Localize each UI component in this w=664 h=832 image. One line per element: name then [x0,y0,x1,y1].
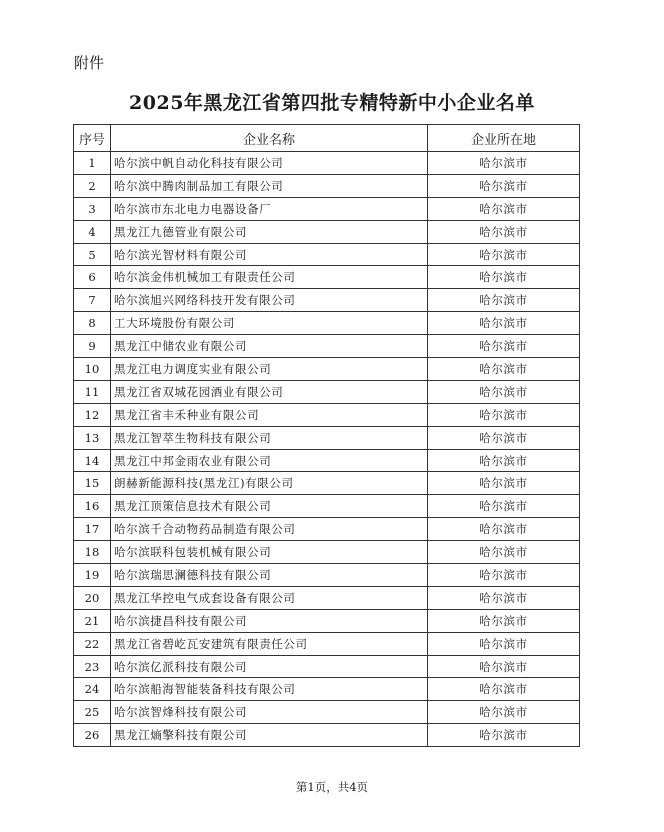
cell-serial-number: 2 [74,174,111,197]
header-enterprise-location: 企业所在地 [428,125,580,152]
cell-enterprise-name: 哈尔滨千合动物药品制造有限公司 [111,518,428,541]
cell-enterprise-name: 哈尔滨瑞思澜德科技有限公司 [111,564,428,587]
cell-enterprise-name: 黑龙江电力调度实业有限公司 [111,358,428,381]
cell-enterprise-name: 朗赫新能源科技(黑龙江)有限公司 [111,472,428,495]
table-row [74,426,580,449]
cell-enterprise-name: 黑龙江熵擎科技有限公司 [111,724,428,747]
cell-enterprise-name: 哈尔滨光智材料有限公司 [111,243,428,266]
cell-enterprise-location: 哈尔滨市 [428,312,580,335]
cell-serial-number: 17 [74,518,111,541]
cell-serial-number: 20 [74,586,111,609]
cell-enterprise-name: 哈尔滨中腾肉制品加工有限公司 [111,174,428,197]
table-row [74,152,580,175]
cell-serial-number: 15 [74,472,111,495]
cell-enterprise-location: 哈尔滨市 [428,426,580,449]
cell-serial-number: 6 [74,266,111,289]
cell-enterprise-location: 哈尔滨市 [428,380,580,403]
cell-enterprise-location: 哈尔滨市 [428,655,580,678]
cell-serial-number: 1 [74,152,111,175]
cell-enterprise-location: 哈尔滨市 [428,724,580,747]
cell-serial-number: 24 [74,678,111,701]
cell-enterprise-name: 哈尔滨智烽科技有限公司 [111,701,428,724]
table-row [74,724,580,747]
cell-serial-number: 26 [74,724,111,747]
table-row [74,289,580,312]
cell-enterprise-location: 哈尔滨市 [428,518,580,541]
table-row [74,609,580,632]
cell-serial-number: 4 [74,220,111,243]
cell-enterprise-location: 哈尔滨市 [428,335,580,358]
header-enterprise-name: 企业名称 [111,125,428,152]
table-row [74,564,580,587]
cell-enterprise-location: 哈尔滨市 [428,197,580,220]
cell-enterprise-name: 黑龙江华控电气成套设备有限公司 [111,586,428,609]
cell-enterprise-location: 哈尔滨市 [428,701,580,724]
cell-enterprise-name: 黑龙江省双城花园酒业有限公司 [111,380,428,403]
cell-enterprise-name: 哈尔滨亿派科技有限公司 [111,655,428,678]
cell-enterprise-name: 黑龙江省碧屹瓦安建筑有限责任公司 [111,632,428,655]
cell-enterprise-name: 哈尔滨捷昌科技有限公司 [111,609,428,632]
cell-enterprise-location: 哈尔滨市 [428,472,580,495]
cell-serial-number: 11 [74,380,111,403]
cell-serial-number: 23 [74,655,111,678]
cell-enterprise-location: 哈尔滨市 [428,152,580,175]
cell-serial-number: 5 [74,243,111,266]
cell-serial-number: 3 [74,197,111,220]
table-row [74,220,580,243]
cell-serial-number: 16 [74,495,111,518]
cell-serial-number: 9 [74,335,111,358]
table-row [74,174,580,197]
table-row [74,472,580,495]
table-row [74,701,580,724]
cell-serial-number: 8 [74,312,111,335]
cell-enterprise-location: 哈尔滨市 [428,403,580,426]
cell-enterprise-location: 哈尔滨市 [428,243,580,266]
cell-enterprise-name: 黑龙江中储农业有限公司 [111,335,428,358]
cell-enterprise-name: 黑龙江顶策信息技术有限公司 [111,495,428,518]
table-row [74,678,580,701]
cell-enterprise-name: 哈尔滨联科包装机械有限公司 [111,541,428,564]
table-row [74,495,580,518]
document-title: 2025年黑龙江省第四批专精特新中小企业名单 [129,92,535,114]
table-header-row [74,125,580,152]
cell-serial-number: 18 [74,541,111,564]
cell-enterprise-location: 哈尔滨市 [428,174,580,197]
table-row [74,266,580,289]
cell-enterprise-name: 哈尔滨旭兴网络科技开发有限公司 [111,289,428,312]
cell-enterprise-name: 黑龙江智萃生物科技有限公司 [111,426,428,449]
cell-enterprise-name: 黑龙江中邦金雨农业有限公司 [111,449,428,472]
cell-enterprise-location: 哈尔滨市 [428,609,580,632]
cell-serial-number: 12 [74,403,111,426]
table-row [74,403,580,426]
cell-serial-number: 7 [74,289,111,312]
cell-serial-number: 25 [74,701,111,724]
cell-enterprise-name: 黑龙江九德管业有限公司 [111,220,428,243]
cell-serial-number: 14 [74,449,111,472]
cell-enterprise-name: 黑龙江省丰禾种业有限公司 [111,403,428,426]
cell-serial-number: 10 [74,358,111,381]
table-row [74,358,580,381]
page-footer: 第1页，共4页 [295,780,369,794]
table-row [74,243,580,266]
cell-enterprise-name: 哈尔滨市东北电力电器设备厂 [111,197,428,220]
cell-serial-number: 19 [74,564,111,587]
cell-enterprise-name: 哈尔滨金伟机械加工有限责任公司 [111,266,428,289]
header-serial-number: 序号 [74,125,111,152]
cell-enterprise-location: 哈尔滨市 [428,495,580,518]
cell-enterprise-name: 工大环境股份有限公司 [111,312,428,335]
table-row [74,197,580,220]
table-row [74,380,580,403]
enterprise-table [73,124,580,747]
cell-enterprise-location: 哈尔滨市 [428,449,580,472]
table-row [74,655,580,678]
cell-enterprise-location: 哈尔滨市 [428,632,580,655]
cell-serial-number: 21 [74,609,111,632]
table-row [74,449,580,472]
cell-enterprise-location: 哈尔滨市 [428,289,580,312]
table-row [74,586,580,609]
attachment-label: 附件 [74,54,105,72]
table-row [74,541,580,564]
cell-serial-number: 13 [74,426,111,449]
cell-enterprise-location: 哈尔滨市 [428,220,580,243]
table-row [74,312,580,335]
cell-enterprise-location: 哈尔滨市 [428,358,580,381]
cell-serial-number: 22 [74,632,111,655]
cell-enterprise-location: 哈尔滨市 [428,678,580,701]
table-row [74,632,580,655]
cell-enterprise-location: 哈尔滨市 [428,586,580,609]
cell-enterprise-location: 哈尔滨市 [428,266,580,289]
cell-enterprise-location: 哈尔滨市 [428,564,580,587]
cell-enterprise-location: 哈尔滨市 [428,541,580,564]
table-row [74,335,580,358]
cell-enterprise-name: 哈尔滨船海智能装备科技有限公司 [111,678,428,701]
table-row [74,518,580,541]
cell-enterprise-name: 哈尔滨中帆自动化科技有限公司 [111,152,428,175]
